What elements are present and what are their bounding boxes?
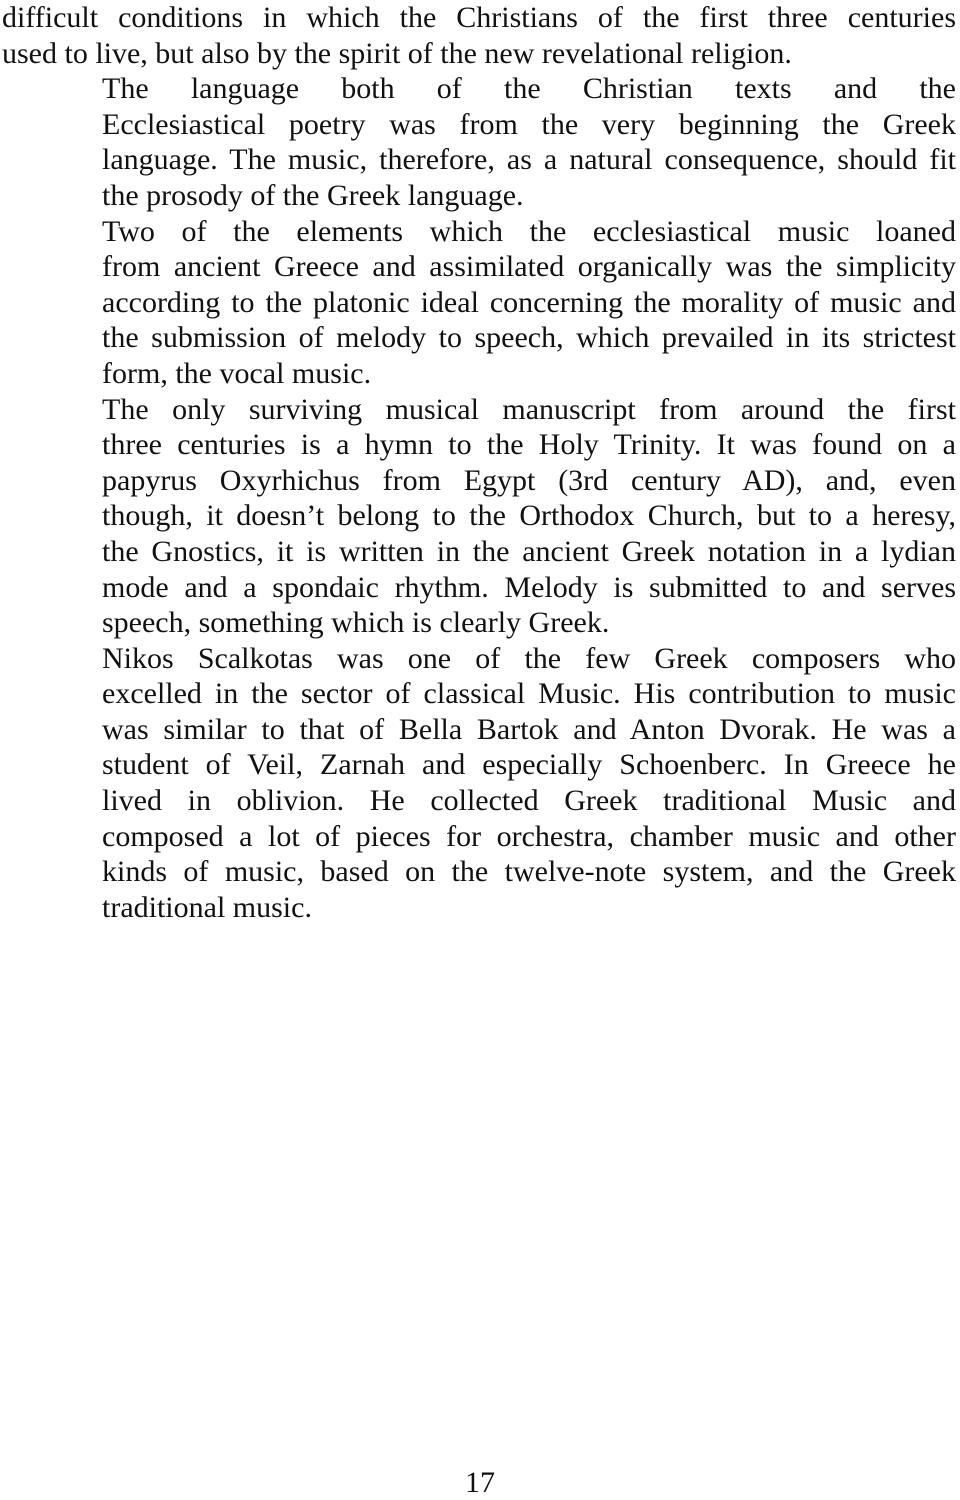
text-line: Two of the elements which the ecclesiastical music loaned xyxy=(102,214,956,248)
text-line: language. The music, therefore, as a natural consequence, should fit xyxy=(102,143,956,177)
text-line: according to the platonic ideal concerning the morality of music and xyxy=(102,285,956,319)
text-line: used to live, but also by the spirit of the new revelational religion. xyxy=(2,36,792,70)
text-line: Nikos Scalkotas was one of the few Greek composers who xyxy=(102,641,956,675)
text-line: the prosody of the Greek language. xyxy=(102,178,524,212)
text-line: speech, something which is clearly Greek. xyxy=(102,606,610,640)
paragraph xyxy=(2,641,956,926)
text-line: lived in oblivion. He collected Greek traditional Music and xyxy=(102,784,956,818)
document-page xyxy=(2,0,956,925)
text-line: Ecclesiastical poetry was from the very beginning the Greek xyxy=(102,107,956,141)
text-line: mode and a spondaic rhythm. Melody is submitted to and serves xyxy=(102,570,956,604)
paragraph xyxy=(2,392,956,641)
text-line: difficult conditions in which the Christians of the first three centuries xyxy=(2,1,956,34)
text-line: from ancient Greece and assimilated organically was the simplicity xyxy=(102,250,956,284)
text-line: student of Veil, Zarnah and especially Schoenberc. In Greece he xyxy=(102,748,956,782)
text-line: the submission of melody to speech, which prevailed in its strictest xyxy=(102,321,956,355)
text-line: was similar to that of Bella Bartok and Anton Dvorak. He was a xyxy=(102,712,956,746)
text-line: traditional music. xyxy=(102,890,312,924)
body-text xyxy=(2,0,956,925)
text-line: form, the vocal music. xyxy=(102,356,372,390)
text-line: The language both of the Christian texts and the xyxy=(102,72,956,106)
paragraph xyxy=(2,214,956,392)
paragraph xyxy=(2,0,956,71)
paragraph xyxy=(2,71,956,213)
page-number: 17 xyxy=(465,1466,495,1499)
text-line: The only surviving musical manuscript from around the first xyxy=(102,392,956,426)
text-line: papyrus Oxyrhichus from Egypt (3rd century AD), and, even xyxy=(102,463,956,497)
text-line: composed a lot of pieces for orchestra, chamber music and other xyxy=(102,819,956,853)
text-line: excelled in the sector of classical Music. His contribution to music xyxy=(102,677,956,711)
text-line: the Gnostics, it is written in the ancient Greek notation in a lydian xyxy=(102,534,956,568)
text-line: three centuries is a hymn to the Holy Trinity. It was found on a xyxy=(102,428,956,462)
text-line: kinds of music, based on the twelve-note system, and the Greek xyxy=(102,855,956,889)
text-line: though, it doesn’t belong to the Orthodox Church, but to a heresy, xyxy=(102,499,956,533)
